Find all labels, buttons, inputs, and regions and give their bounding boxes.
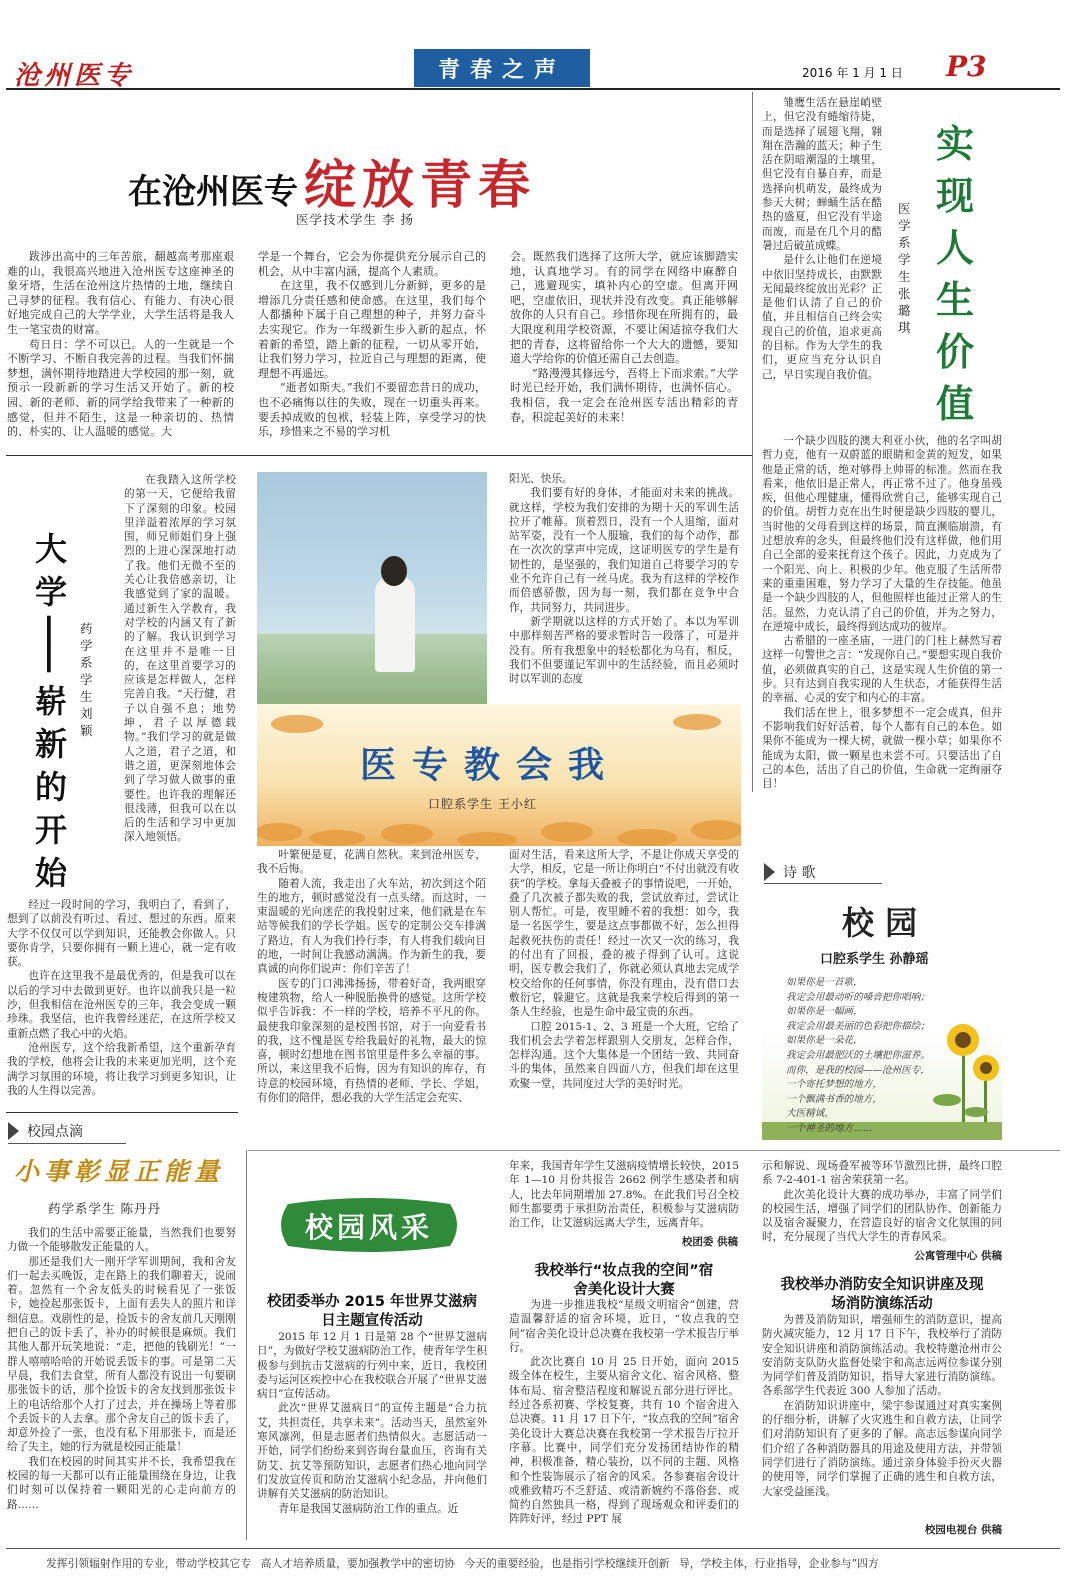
a4-c1a: 阳光、快乐。 — [509, 473, 573, 485]
a4-title: 医专教会我 — [360, 745, 621, 786]
a5-p1: 我们的生活中需要正能量，当然我们也要努力做一个能够散发正能量的人。 — [7, 1227, 236, 1254]
news1 — [257, 1293, 487, 1331]
a3-body-wide — [7, 898, 236, 1104]
poem-line: 一个寄托梦想的地方， — [786, 1079, 882, 1091]
a3-author: 药学系学生 刘颖 — [80, 621, 93, 738]
news1-p2: 此次“世界艾滋病日”的宣传主题是“合力抗艾，共担责任，共享未来”。活动当天，虽然室外寒风凛冽，但是志愿者们热情似火。志愿活动一开始，同学们纷纷来到咨询台量血压，咨询有关防艾、抗艾等预防知识，志愿者们热心地向同学们发放宣传页和防治艾滋病小纪念品，并向他们讲解有关艾滋病的防治知识。 — [257, 1402, 487, 1501]
a3-title — [20, 528, 82, 895]
news1-credit: 校团委 供稿 — [681, 1236, 738, 1248]
news2-p4: 此次美化设计大赛的成功举办，丰富了同学们的校园生活，增强了同学们的团队协作、创新能力以及宿舍凝聚力，在营造良好的宿舍文化氛围的同时，充分展现了当代大学生的青春风采。 — [762, 1188, 1002, 1244]
poem-section-tag — [764, 862, 815, 882]
a2-title-1: 现 — [935, 173, 974, 218]
poem-line: 如果你是一朵花， — [786, 1035, 863, 1047]
poem-line: 我定会用最动听的嗓音把你唱响； — [786, 991, 930, 1003]
a4-c1c: 新学期就以这样的方式开始了。本以为军训中那样刻苦严格的要求暂时告一段落了，可是并没有。所有我想象中的轻松都化为乌有，相反，我们不但要谨记军训中的生活经验，而且必须时时以军训的态度 — [509, 615, 739, 686]
news1-p1: 2015 年 12 月 1 日是第 28 个“世界艾滋病日”，为做好学校艾滋病防治工作，使青年学生积极参与到抗击艾滋病的行列中来，近日，我校团委与运河区疾控中心在我校联合开展了“世界艾滋病日”宣传活动。 — [257, 1331, 487, 1401]
a2-author: 医学系学生 张璐琪 — [898, 201, 911, 335]
news1-p4: 年来，我国青年学生艾滋病疫情增长较快，2015 年 1—10 月份共报告 2662 例学生感染者和病人，比去年同期增加 27.8%。在此我们号召全校师生都要勇于承担防治责任，积极参与艾滋病防治工作，让艾滋病远离大学生，远离青年。 — [509, 1160, 739, 1230]
news2 — [509, 1262, 739, 1300]
a5-section-tag — [8, 1121, 83, 1141]
a2-title-0: 实 — [935, 121, 974, 166]
a3-title-1: 学 — [34, 573, 67, 611]
news3-title: 我校举办消防安全知识讲座及现场消防演练活动 — [780, 1277, 984, 1312]
a3-title-4: 新 — [34, 725, 67, 763]
a3-title-0: 大 — [34, 530, 67, 568]
a1-col1-p1: 跋涉出高中的三年苦旅，翻越高考那座艰难的山，我很高兴地进入沧州医专这座神圣的象牙塔，生活在沧州这片热情的土地，继续自己寻梦的征程。我有信心、有能力、有决心很好地完成自己的大学学业，大学生活将是我人生一笔宝贵的财富。 — [7, 250, 234, 336]
news-banner — [274, 1196, 464, 1254]
poem-tag-label: 诗 歌 — [783, 865, 816, 881]
news2-body — [509, 1298, 739, 1538]
a3-p3: 也许在这里我不是最优秀的，但是我可以在以后的学习中去做到更好。也许以前我只是一粒沙，但我相信在沧州医专的三年，我会变成一颗珍珠。我坚信，也许我曾经迷茫，在这所学校又重新点燃了我心中的火焰。 — [7, 970, 236, 1040]
triangle-icon — [764, 863, 775, 881]
news2-p2: 此次比赛自 10 月 25 日开始，面向 2015 级全体在校生，主要从宿舍文化、宿舍风格、整体布局、宿舍整洁程度和解说五部分进行评比。经过各系初赛、学校复赛，共有 10 个宿舍进入总决赛。11 月 17 日下午，“妆点我的空间”宿舍美化设计大赛总决赛在我校第一学术报告厅拉开序幕。比赛中，同学们充分发扬团结协作的精神，积极准备，精心装扮，以不同的主题、风格和个性装饰展示了宿舍的风采。各参赛宿舍设计或雅致精巧不乏舒适、或清新婉约不落俗套、或简约自然独具一格，得到了现场观众和评委们的阵阵好评，经过 PPT 展 — [509, 1356, 739, 1526]
a4-c1b: 我们要有好的身体，才能面对未来的挑战。就这样，学校为我们安排的为期十天的军训生活拉开了帷幕。顶着烈日，没有一个人退缩，面对站军姿，没有一个人服输，我们的每个动作，都在一次次的掌声中完成，这证明医专的学生是有韧性的，是坚强的，我们知道自己将要学习的专业不允许自己有一丝马虎。我为有这样的学校作而倍感骄傲，因为每一刻，我们都在竞争中合作，共同努力，共同进步。 — [509, 487, 739, 614]
header-school-logo: 沧州医专 — [14, 61, 135, 91]
a5-right-rule — [246, 1150, 247, 1540]
header-section-title: 青春之声 — [414, 49, 590, 87]
a2-left-rule — [752, 92, 753, 792]
poem-line: 大医精诚， — [786, 1108, 834, 1120]
a4-c2c: 医专的门口沸沸扬扬，带着好奇，我两眼穿梭建筑物，给人一种脱胎换骨的感觉。这所学校似乎告诉我：不一样的学校，培养不平凡的你。最使我印象深刻的是校图书馆，对于一向爱看书的我，这不愧是医专给我最好的礼物，最大的惊喜，顿时幻想地在图书馆里是件多么幸福的事。所以，来这里我不后悔，因为有知识的库存，有诗意的校园环境，有热情的老师、学长、学姐，有你们的陪伴，想必我的大学生活定会充实、 — [257, 977, 486, 1105]
news3-credit: 校园电视台 供稿 — [924, 1524, 1002, 1536]
a1-col2-p3: “逝者如斯夫。”我们不要留恋昔日的成功，也不必痛悔以往的失败，现在一切重头再来。要丢掉成败的包袱，轻装上阵，享受学习的快乐，珍惜来之不易的学习机 — [258, 381, 486, 439]
news1-title: 校团委举办 2015 年世界艾滋病日主题宣传活动 — [267, 1294, 477, 1329]
poem-line: 我定会用最美丽的色彩把你描绘； — [786, 1020, 930, 1032]
a2-p3: 一个缺少四肢的澳大利亚小伙，他的名字叫胡哲力克，他有一双蔚蓝的眼睛和金黄的短发，如果他是正常的话，绝对够得上帅哥的标准。然而在我看来，他依旧是正常人，再正常不过了。他身虽残疾，但他心理健康，懂得欣赏自己，能够实现自己的价值。胡哲力克在出生时便是缺少四肢的婴儿，当时他的父母看到这样的场景，简直濒临崩溃，有过想放弃的念头，但最终他们没有这样做，他们用自己全部的爱来抚育这个孩子。因此，力克成为了一个阳光、向上、积极的少年。他克服了生活所带来的重重困难，努力学习了大量的生存技能。他虽是一个缺少四肢的人，但他照样也能过正常人的生活。显然，力克认清了自己的价值，并为之努力，在逆境中成长，最终得到达成功的彼岸。 — [762, 435, 1002, 633]
a4-col-right-top — [509, 472, 739, 706]
a2-p2: 是什么让他们在逆境中依旧坚持成长，由默默无闻最终绽放出光彩？正是他们认清了自己的价值，并且相信自己终会实现自己的价值，追求更高的目标。作为大学生的我们，更应当充分认识自己，早日实现自我价值。 — [762, 254, 882, 381]
a1-col1-p2: 苟日日：学不可以已。人的一生就是一个不断学习、不断自我完善的过程。当我们怀揣梦想，满怀期待地踏进大学校园的那一刻，就预示一段新新的学习生活又开始了。新的校园、新的老师、新的同学给我带来了一种新的感觉，但并不陌生，这是一种亲切的、热情的、朴实的、让人温暖的感觉。大 — [7, 337, 234, 439]
triangle-icon — [8, 1122, 19, 1140]
poem-line: 如果你是一幅画， — [786, 1006, 863, 1018]
footer-rule — [6, 1548, 1060, 1549]
news2-p3: 示和解说、现场叠军被等环节激烈比拼，最终口腔系 7-2-401-1 宿舍荣获第一名。 — [762, 1160, 1002, 1187]
a1-title-accent: 绽放青春 — [304, 155, 537, 216]
a2-body — [762, 434, 1002, 846]
a1-title — [128, 143, 536, 218]
a3-title-2: —— — [32, 614, 71, 670]
news1-body — [257, 1330, 487, 1538]
a4-c3b: 口腔 2015-1、2、3 班是一个大班，它给了我们机会去学着怎样跟别人交朋友，怎样合作，怎样沟通。这个大集体是一个团结一致、共同奋斗的集体，虽然来自四面八方，但我们却在这里欢聚一堂，共同度过大学的美好时光。 — [509, 1020, 739, 1090]
a1-col2 — [258, 250, 486, 445]
a3-title-7: 始 — [34, 854, 67, 892]
news3 — [762, 1276, 1002, 1314]
a2-title-3: 生 — [935, 277, 974, 322]
header-rule — [6, 88, 1060, 90]
a2-title-5: 值 — [935, 381, 974, 426]
a2-p1: 雏鹰生活在悬崖峭壁上，但它没有蜷缩待毙，而是选择了展翅飞翔，翱翔在浩瀚的蓝天；种子生活在阴暗潮湿的土壤里，但它没有自暴自弃，而是选择向机萌发，最终成为参天大树；蝉蛹生活在酷热的盛夏，但它没有半途而废，而是在几个月的酷暑过后破茧成蝶。 — [762, 97, 882, 252]
poem-line: 一个神圣的地方…… — [786, 1122, 873, 1134]
footer-strip-text: 发挥引领辐射作用的专业，带动学校其它专 高人才培养质量，要加强教学中的密切协 今天的重要经验，也是指引学校继续开创新 导，学校主体，行业指导，企业参与”四方 — [46, 1557, 879, 1570]
poem-lines — [786, 976, 986, 1137]
a2-p4: 古希腊的一座圣庙，一进门的门柱上赫然写着这样一句警世之言：“发现你自己。”要想实现自我价值，必须做真实的自己，这是实现人生价值的第一步。只有达到自我实现的人生状态，才能获得生活的幸福、心灵的安宁和内心的丰富。 — [762, 635, 1002, 705]
a4-col3 — [509, 848, 739, 1140]
a1-title-main: 在沧州医专 — [128, 172, 298, 212]
a1-col3 — [510, 250, 738, 445]
a1-col3-p2: “路漫漫其修远兮，吾将上下而求索。”大学时光已经开始，我们满怀期待，也满怀信心。我相信，我一定会在沧州医专活出精彩的青春，积淀起美好的未来！ — [510, 366, 738, 424]
news3-p2: 在消防知识讲座中，梁宇参谋通过对真实案例的仔细分析，讲解了火灾逃生和自救方法，让同学们对消防知识有了更多的了解。高志远参谋向同学们介绍了各种消防器具的用途及使用方法，并带领同学们进行了消防演练。通过亲身体验手扮灭火器的使用等，同学们掌握了正确的逃生和自救方法，大家受益匪浅。 — [762, 1399, 1002, 1498]
a5-tag-label: 校园点滴 — [27, 1124, 83, 1140]
a1-col3-p1: 会。既然我们选择了这所大学，就应该脚踏实地，认真地学习。有的同学在网络中麻醉自己，逃避现实，填补内心的空虚。但离开网吧，空虚依旧，现状并没有改变。真正能够解放你的人只有自己。珍惜你现在所拥有的，最大限度利用学校资源，不要让闲适掠夺我们大把的青春，这将留给你一个大大的遗憾，要知道大学给你的价值还需自己去创造。 — [510, 250, 738, 366]
a3-p4: 沧州医专，这个给我新希望，这个重新孕育我的学校，他将会让我的未来更加光明，这个充满学习氛围的环境，将让我学习到更多知识，让我的人生得以完善。 — [7, 1041, 236, 1097]
news2-credit: 公寓管理中心 供稿 — [914, 1250, 1002, 1262]
a4-c2a: 叶繁便是夏，花满自然秋。来到沧州医专，我不后悔。 — [257, 849, 486, 876]
news3-body — [762, 1313, 1002, 1523]
a1-byline: 医学技术学生 李 扬 — [296, 212, 414, 227]
a4-c3a: 面对生活，看来这所大学，不是让你成天享受的大学，相反，它是一所让你明白“不付出就没有收获”的学校。拿每天叠被子的事情说吧，一开始，叠了几次被子都失败的我，尝试放弃过，尝试让别人帮忙。可是，夜里睡不着的我想：如今，我是一名医学生，要是这点事都做不好，怎么担得起救死扶伤的责任！经过一次又一次的练习，我的付出有了回报，叠的被子得到了认可。这说明，医专教会我们了，你就必须认真地去完成学校交给你的任何事情，你没有理由，没有借口去敷衍它，躲避它。这就是我来学校后得到的第一条人生经验，也是生命中最宝贵的东西。 — [509, 849, 739, 1019]
news2-title: 我校举行“妆点我的空间”宿舍美化设计大赛 — [534, 1263, 714, 1298]
a5-top-rule — [6, 1112, 238, 1113]
photo-girl-sky — [257, 472, 487, 704]
a3-p2: 经过一段时间的学习，我明白了，看到了，想到了以前没有听过、看过、想过的东西。原来大学不仅仅可以学到知识，还能教会你做人。只要你肯学，只要你拥有一颗上进心，就一定有收获。 — [7, 899, 236, 969]
news2-p1: 为进一步推进我校“星级文明宿舍”创建，营造温馨舒适的宿舍环境，近日，“妆点我的空间”宿舍美化设计总决赛在我校第一学术报告厅举行。 — [509, 1299, 739, 1354]
a3-p1: 在我踏入这所学校的第一天，它便给我留下了深刻的印象。校园里洋溢着浓厚的学习氛围，师兄师姐们身上强烈的上进心深深地打动了我。他们无微不至的关心让我倍感亲切，让我感觉到了家的温暖。通过新生入学教育，我对学校的内涵又有了新的了解。我认识到学习在这里并不是唯一目的，在这里首要学习的应该是怎样做人，怎样完善自我。“天行健，君子以自强不息；地势坤，君子以厚德载物。”我们学习的就是做人之道，君子之道，和谐之道，更深刻地体会到了学习做人做事的重要性。也许我的理解还很浅薄，但我可以在以后的生活和学习中更加深入地领悟。 — [124, 474, 236, 844]
a5-title: 小事彰显正能量 — [14, 1157, 225, 1186]
a5-p3: 我们在校园的时间其实并不长，我希望我在校园的每一天都可以有正能量围绕在身边，让我们时刻可以保持着一颗阳光的心走向前方的路…… — [7, 1455, 236, 1511]
a2-p5: 我们活在世上，很多梦想不一定会成真，但并不影响我们好好活着，每个人都有自己的本色。如果你不能成为一棵大树，就做一棵小草；如果你不能成为太阳，做一颗星也未尝不可。只要活出了自己的本色，活出了自己的价值，生命就一定绚丽夺目！ — [762, 706, 1002, 791]
a4-col2 — [257, 848, 486, 1140]
a2-title-4: 价 — [935, 329, 974, 374]
a4-author: 口腔系学生 王小红 — [428, 797, 537, 811]
header-page-number: P3 — [946, 50, 987, 83]
a3-body — [124, 473, 236, 899]
poem-line: 一个飘满书香的地方， — [786, 1093, 882, 1105]
a5-p2: 那还是我们大一刚开学军训期间，我和舍友们一起去买晚饭，走在路上的我们聊着天，说闹着。忽然有一个舍友低头的时候看见了一张饭卡，她捡起那张饭卡，上面有丢失人的照片和详细信息。戏剧性的是，捡饭卡的舍友前几天刚刚把自己的饭卡丢了，补办的时候很是麻烦。我们其他人都开玩笑地说：“走，把他的钱刷光！”一群人嘻嘻哈哈的开始说丢饭卡的事。可是第二天早晨，我们去食堂，所有人都没有说出一句要刷那张饭卡的话，那个捡饭卡的舍友找到那张饭卡上的电话给那个人打了过去，并在操场上等着那个丢饭卡的人去拿。那个舍友自己的饭卡丢了，却意外捡了一张，也没有私下用那张卡，而是还给了失主，她的行为就是校园正能量！ — [7, 1255, 236, 1454]
a5-author: 药学系学生 陈丹丹 — [48, 1201, 161, 1216]
a5-body — [7, 1226, 236, 1536]
poem-box — [762, 890, 1002, 1140]
news3-p1: 为普及消防知识，增强师生的消防意识，提高防火减灾能力，12 月 17 日下午，我校举行了消防安全知识讲座和消防演练活动。我校特邀沧州市公安消防支队防火监督处梁宇和高志远两位参谋分别为同学们普及消防知识，指导大家进行消防演练。各系部学生代表近 300 人参加了活动。 — [762, 1314, 1002, 1398]
a1-bottom-rule — [6, 455, 752, 456]
a2-title-2: 人 — [935, 225, 974, 270]
a5-tag-rule — [8, 1143, 126, 1144]
a3-title-3: 崭 — [34, 682, 67, 720]
news-top-rule — [248, 1150, 1060, 1151]
a4-c2b: 随着人流，我走出了火车站，初次到这个陌生的地方，顿时感觉没有一点头绪。而这时，一束温暖的光向迷茫的我投射过来，他们就是在车站等候我们的学长学姐。医专的定制公交车排满了路边，有人为我们拎行李，有人将我们载向目的地，一时间让我感动满满。作为新生的我，要真诚的向你们说声：你们辛苦了！ — [257, 877, 486, 976]
header-date: 2016 年 1 月 1 日 — [802, 66, 903, 80]
poem-line: 我定会用最肥沃的土壤把你滋养。 — [786, 1049, 930, 1061]
news-banner-label: 校园风采 — [304, 1211, 433, 1244]
poem-title: 校 园 — [842, 904, 918, 942]
a2-title — [924, 118, 986, 430]
a2-intro — [762, 96, 882, 434]
poem-line: 而你，是我的校园——沧州医专， — [786, 1064, 930, 1076]
poem-author: 口腔系学生 孙静瑶 — [820, 952, 929, 967]
a1-col2-p2: 在这里，我不仅感到儿分新鲜，更多的是增添几分责任感和使命感。在这里，我们每个人都播种下属于自己理想的种子，并努力奋斗去实现它。作为一年级新生步入新的起点，怀着新的希望，踏上新的征程，一切从零开始，让我们努力学习，拉近自己与理想的距离，使理想不再遥远。 — [258, 279, 486, 380]
a3-title-6: 开 — [34, 811, 67, 849]
a3-title-5: 的 — [34, 768, 67, 806]
a1-col2-p1: 学是一个舞台，它会为你提供充分展示自己的机会，从中丰富内涵，提高个人素质。 — [258, 250, 486, 278]
a1-col1 — [7, 250, 234, 445]
news1-p3: 青年是我国艾滋病防治工作的重点。近 — [278, 1502, 459, 1515]
poem-line: 如果你是一首歌， — [786, 977, 863, 988]
poem-tag-rule — [764, 883, 882, 884]
